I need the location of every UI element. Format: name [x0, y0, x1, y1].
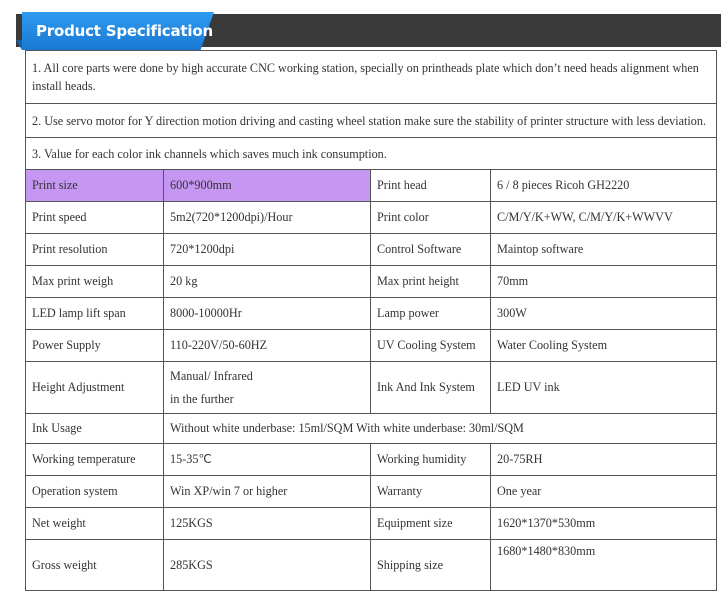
spec-value: 600*900mm [164, 170, 371, 202]
spec-label: Operation system [26, 476, 164, 508]
spec-label: Print resolution [26, 234, 164, 266]
spec-label: Print head [371, 170, 491, 202]
spec-value: 8000-10000Hr [164, 298, 371, 330]
spec-value: LED UV ink [491, 362, 717, 414]
table-row [26, 414, 717, 444]
spec-value: 110-220V/50-60HZ [164, 330, 371, 362]
spec-value: 70mm [491, 266, 717, 298]
spec-value: Maintop software [491, 234, 717, 266]
spec-value: 720*1200dpi [164, 234, 371, 266]
spec-label: LED lamp lift span [26, 298, 164, 330]
spec-label: Print size [26, 170, 164, 202]
spec-value: Without white underbase: 15ml/SQM With white underbase: 30ml/SQM [164, 414, 717, 444]
spec-value: 5m2(720*1200dpi)/Hour [164, 202, 371, 234]
table-row [26, 476, 717, 508]
spec-label: Net weight [26, 508, 164, 540]
spec-label: Power Supply [26, 330, 164, 362]
spec-value-line: Manual/ Infrared [170, 368, 253, 383]
table-row [26, 540, 717, 591]
spec-value: 300W [491, 298, 717, 330]
spec-label: Shipping size [371, 540, 491, 591]
spec-value: 20 kg [164, 266, 371, 298]
spec-value: 15-35℃ [164, 444, 371, 476]
table-row [26, 444, 717, 476]
spec-value: One year [491, 476, 717, 508]
table-row [26, 362, 717, 414]
spec-label: Print speed [26, 202, 164, 234]
spec-value: 1620*1370*530mm [491, 508, 717, 540]
spec-value [164, 362, 371, 414]
table-row [26, 170, 717, 202]
spec-value: 20-75RH [491, 444, 717, 476]
table-row [26, 330, 717, 362]
spec-label: Ink And Ink System [371, 362, 491, 414]
table-row [26, 508, 717, 540]
spec-label: Equipment size [371, 508, 491, 540]
spec-label: Warranty [371, 476, 491, 508]
spec-value: Water Cooling System [491, 330, 717, 362]
note-cell: 2. Use servo motor for Y direction motion driving and casting wheel station make sure the stability of printer structure with less deviation. [26, 104, 717, 138]
note-cell: 3. Value for each color ink channels which saves much ink consumption. [26, 138, 717, 170]
section-title: Product Specification [36, 22, 213, 40]
note-row [26, 138, 717, 170]
note-row [26, 51, 717, 104]
table-row [26, 234, 717, 266]
spec-label: Print color [371, 202, 491, 234]
spec-label: Lamp power [371, 298, 491, 330]
note-cell: 1. All core parts were done by high accurate CNC working station, specially on printheads plate which don’t need heads alignment when install heads. [26, 51, 717, 104]
spec-table [25, 50, 717, 591]
spec-value: 6 / 8 pieces Ricoh GH2220 [491, 170, 717, 202]
spec-value: 125KGS [164, 508, 371, 540]
spec-value: 1680*1480*830mm [491, 540, 717, 591]
spec-label: Control Software [371, 234, 491, 266]
table-row [26, 202, 717, 234]
spec-label: Working humidity [371, 444, 491, 476]
table-row [26, 298, 717, 330]
spec-value: 285KGS [164, 540, 371, 591]
spec-value: C/M/Y/K+WW, C/M/Y/K+WWVV [491, 202, 717, 234]
spec-label: Height Adjustment [26, 362, 164, 414]
note-row [26, 104, 717, 138]
spec-label: Max print weigh [26, 266, 164, 298]
spec-label: Ink Usage [26, 414, 164, 444]
spec-value: Win XP/win 7 or higher [164, 476, 371, 508]
spec-value-line: in the further [170, 391, 234, 406]
spec-label: Gross weight [26, 540, 164, 591]
spec-label: Working temperature [26, 444, 164, 476]
spec-label: UV Cooling System [371, 330, 491, 362]
table-row [26, 266, 717, 298]
spec-label: Max print height [371, 266, 491, 298]
